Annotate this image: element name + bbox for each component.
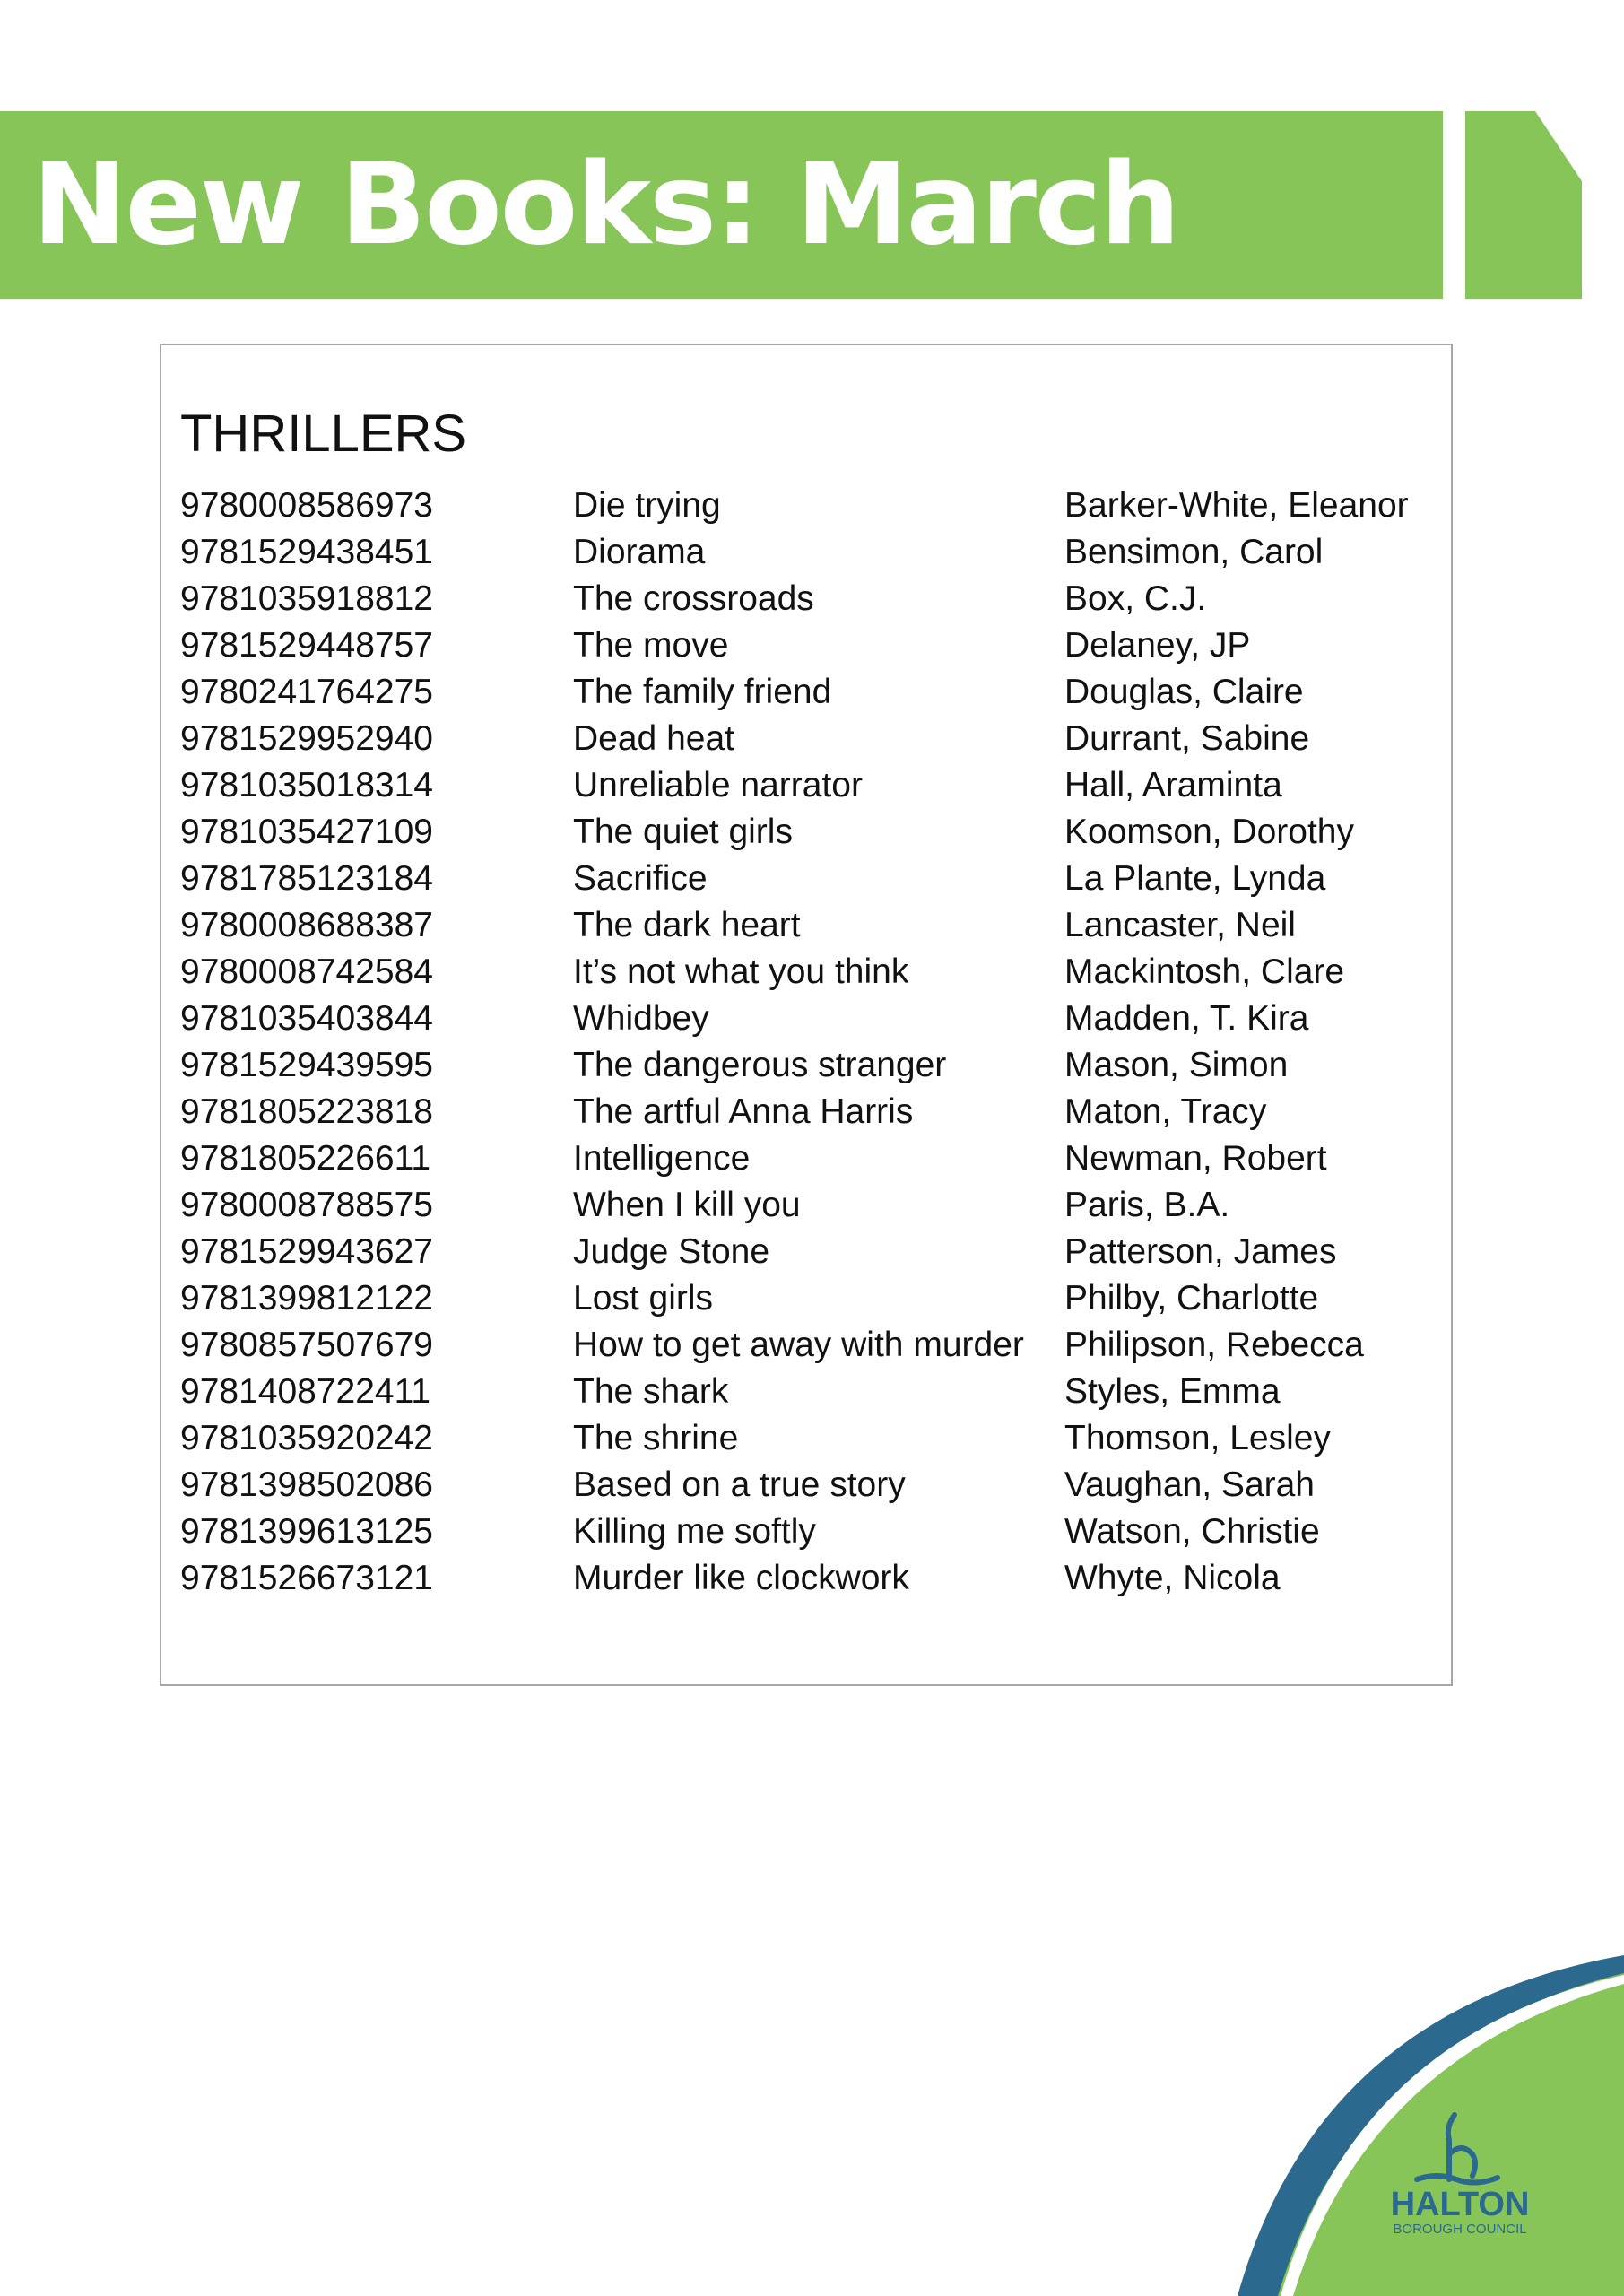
book-row bbox=[180, 1042, 1436, 1089]
book-isbn: 9781785123184 bbox=[180, 859, 433, 898]
book-title: Lost girls bbox=[573, 1279, 714, 1318]
book-row bbox=[180, 949, 1436, 996]
book-author: Paris, B.A. bbox=[1064, 1186, 1230, 1224]
book-isbn: 9780241764275 bbox=[180, 673, 433, 711]
book-row bbox=[180, 1322, 1436, 1369]
book-row bbox=[180, 1509, 1436, 1555]
book-isbn: 9781529438451 bbox=[180, 533, 433, 571]
book-author: Styles, Emma bbox=[1064, 1372, 1281, 1411]
book-isbn: 9781805226611 bbox=[180, 1139, 431, 1178]
book-title: Diorama bbox=[573, 533, 706, 571]
book-isbn: 9781408722411 bbox=[180, 1372, 431, 1411]
book-title: The shark bbox=[573, 1372, 729, 1411]
book-row bbox=[180, 1182, 1436, 1229]
book-author: Mason, Simon bbox=[1064, 1046, 1289, 1084]
book-author: Whyte, Nicola bbox=[1064, 1559, 1281, 1597]
book-author: Madden, T. Kira bbox=[1064, 999, 1309, 1038]
book-isbn: 9780008788575 bbox=[180, 1186, 433, 1224]
book-title: Whidbey bbox=[573, 999, 709, 1038]
logo-subtitle: BOROUGH COUNCIL bbox=[1393, 2222, 1527, 2237]
book-row bbox=[180, 902, 1436, 949]
book-row bbox=[180, 1462, 1436, 1509]
book-row bbox=[180, 483, 1436, 529]
book-isbn: 9781529448757 bbox=[180, 626, 433, 665]
book-title: Based on a true story bbox=[573, 1465, 906, 1504]
book-author: Philipson, Rebecca bbox=[1064, 1326, 1364, 1364]
book-author: Philby, Charlotte bbox=[1064, 1279, 1319, 1318]
book-author: Maton, Tracy bbox=[1064, 1092, 1267, 1131]
book-title: Intelligence bbox=[573, 1139, 751, 1178]
book-row bbox=[180, 856, 1436, 902]
book-row bbox=[180, 1275, 1436, 1322]
book-title: The family friend bbox=[573, 673, 832, 711]
halton-logo-icon bbox=[1238, 1955, 1624, 2296]
book-title: How to get away with murder bbox=[573, 1326, 1024, 1364]
book-title: The dark heart bbox=[573, 906, 801, 944]
book-author: Koomson, Dorothy bbox=[1064, 813, 1354, 851]
book-author: Lancaster, Neil bbox=[1064, 906, 1296, 944]
book-title: The quiet girls bbox=[573, 813, 793, 851]
book-author: Patterson, James bbox=[1064, 1232, 1337, 1271]
book-isbn: 9781035918812 bbox=[180, 579, 433, 618]
book-row bbox=[180, 1415, 1436, 1462]
book-author: Mackintosh, Clare bbox=[1064, 952, 1345, 991]
book-author: Newman, Robert bbox=[1064, 1139, 1327, 1178]
book-row bbox=[180, 576, 1436, 622]
book-title: Unreliable narrator bbox=[573, 766, 863, 804]
book-row bbox=[180, 529, 1436, 576]
book-isbn: 9780857507679 bbox=[180, 1326, 433, 1364]
book-row bbox=[180, 1135, 1436, 1182]
book-author: Douglas, Claire bbox=[1064, 673, 1304, 711]
book-author: Vaughan, Sarah bbox=[1064, 1465, 1315, 1504]
book-row bbox=[180, 1089, 1436, 1135]
book-isbn: 9781399613125 bbox=[180, 1512, 433, 1551]
book-isbn: 9781398502086 bbox=[180, 1465, 433, 1504]
book-row bbox=[180, 1555, 1436, 1602]
book-row bbox=[180, 1369, 1436, 1415]
book-author: Durrant, Sabine bbox=[1064, 719, 1310, 758]
book-row bbox=[180, 716, 1436, 762]
book-title: Die trying bbox=[573, 486, 721, 525]
header-tab-decoration bbox=[1465, 111, 1582, 299]
book-title: Killing me softly bbox=[573, 1512, 816, 1551]
book-row bbox=[180, 622, 1436, 669]
book-title: Judge Stone bbox=[573, 1232, 770, 1271]
page-title: New Books: March bbox=[32, 138, 1179, 270]
book-row bbox=[180, 996, 1436, 1042]
book-isbn: 9781035403844 bbox=[180, 999, 433, 1038]
book-isbn: 9781526673121 bbox=[180, 1559, 433, 1597]
book-isbn: 9781035018314 bbox=[180, 766, 433, 804]
book-isbn: 9781529952940 bbox=[180, 719, 433, 758]
book-row bbox=[180, 1229, 1436, 1275]
book-title: When I kill you bbox=[573, 1186, 801, 1224]
book-author: La Plante, Lynda bbox=[1064, 859, 1326, 898]
book-title: Murder like clockwork bbox=[573, 1559, 909, 1597]
book-isbn: 9780008688387 bbox=[180, 906, 433, 944]
book-title: Dead heat bbox=[573, 719, 734, 758]
book-author: Barker-White, Eleanor bbox=[1064, 486, 1409, 525]
book-title: Sacrifice bbox=[573, 859, 708, 898]
book-author: Hall, Araminta bbox=[1064, 766, 1282, 804]
book-title: The dangerous stranger bbox=[573, 1046, 947, 1084]
book-author: Thomson, Lesley bbox=[1064, 1419, 1331, 1457]
book-title: The artful Anna Harris bbox=[573, 1092, 914, 1131]
book-isbn: 9781399812122 bbox=[180, 1279, 433, 1318]
book-isbn: 9781035920242 bbox=[180, 1419, 433, 1457]
book-author: Delaney, JP bbox=[1064, 626, 1251, 665]
book-author: Box, C.J. bbox=[1064, 579, 1207, 618]
book-title: The crossroads bbox=[573, 579, 814, 618]
book-row bbox=[180, 762, 1436, 809]
book-title: It’s not what you think bbox=[573, 952, 909, 991]
book-row bbox=[180, 809, 1436, 856]
book-isbn: 9780008742584 bbox=[180, 952, 433, 991]
book-title: The move bbox=[573, 626, 729, 665]
book-row bbox=[180, 669, 1436, 716]
book-isbn: 9780008586973 bbox=[180, 486, 433, 525]
book-author: Watson, Christie bbox=[1064, 1512, 1320, 1551]
logo-wordmark: HALTON bbox=[1390, 2186, 1530, 2223]
book-isbn: 9781805223818 bbox=[180, 1092, 433, 1131]
book-title: The shrine bbox=[573, 1419, 739, 1457]
book-isbn: 9781529943627 bbox=[180, 1232, 433, 1271]
book-list bbox=[180, 483, 1436, 1602]
book-isbn: 9781529439595 bbox=[180, 1046, 433, 1084]
book-isbn: 9781035427109 bbox=[180, 813, 433, 851]
book-author: Bensimon, Carol bbox=[1064, 533, 1324, 571]
section-heading: THRILLERS bbox=[180, 404, 467, 463]
